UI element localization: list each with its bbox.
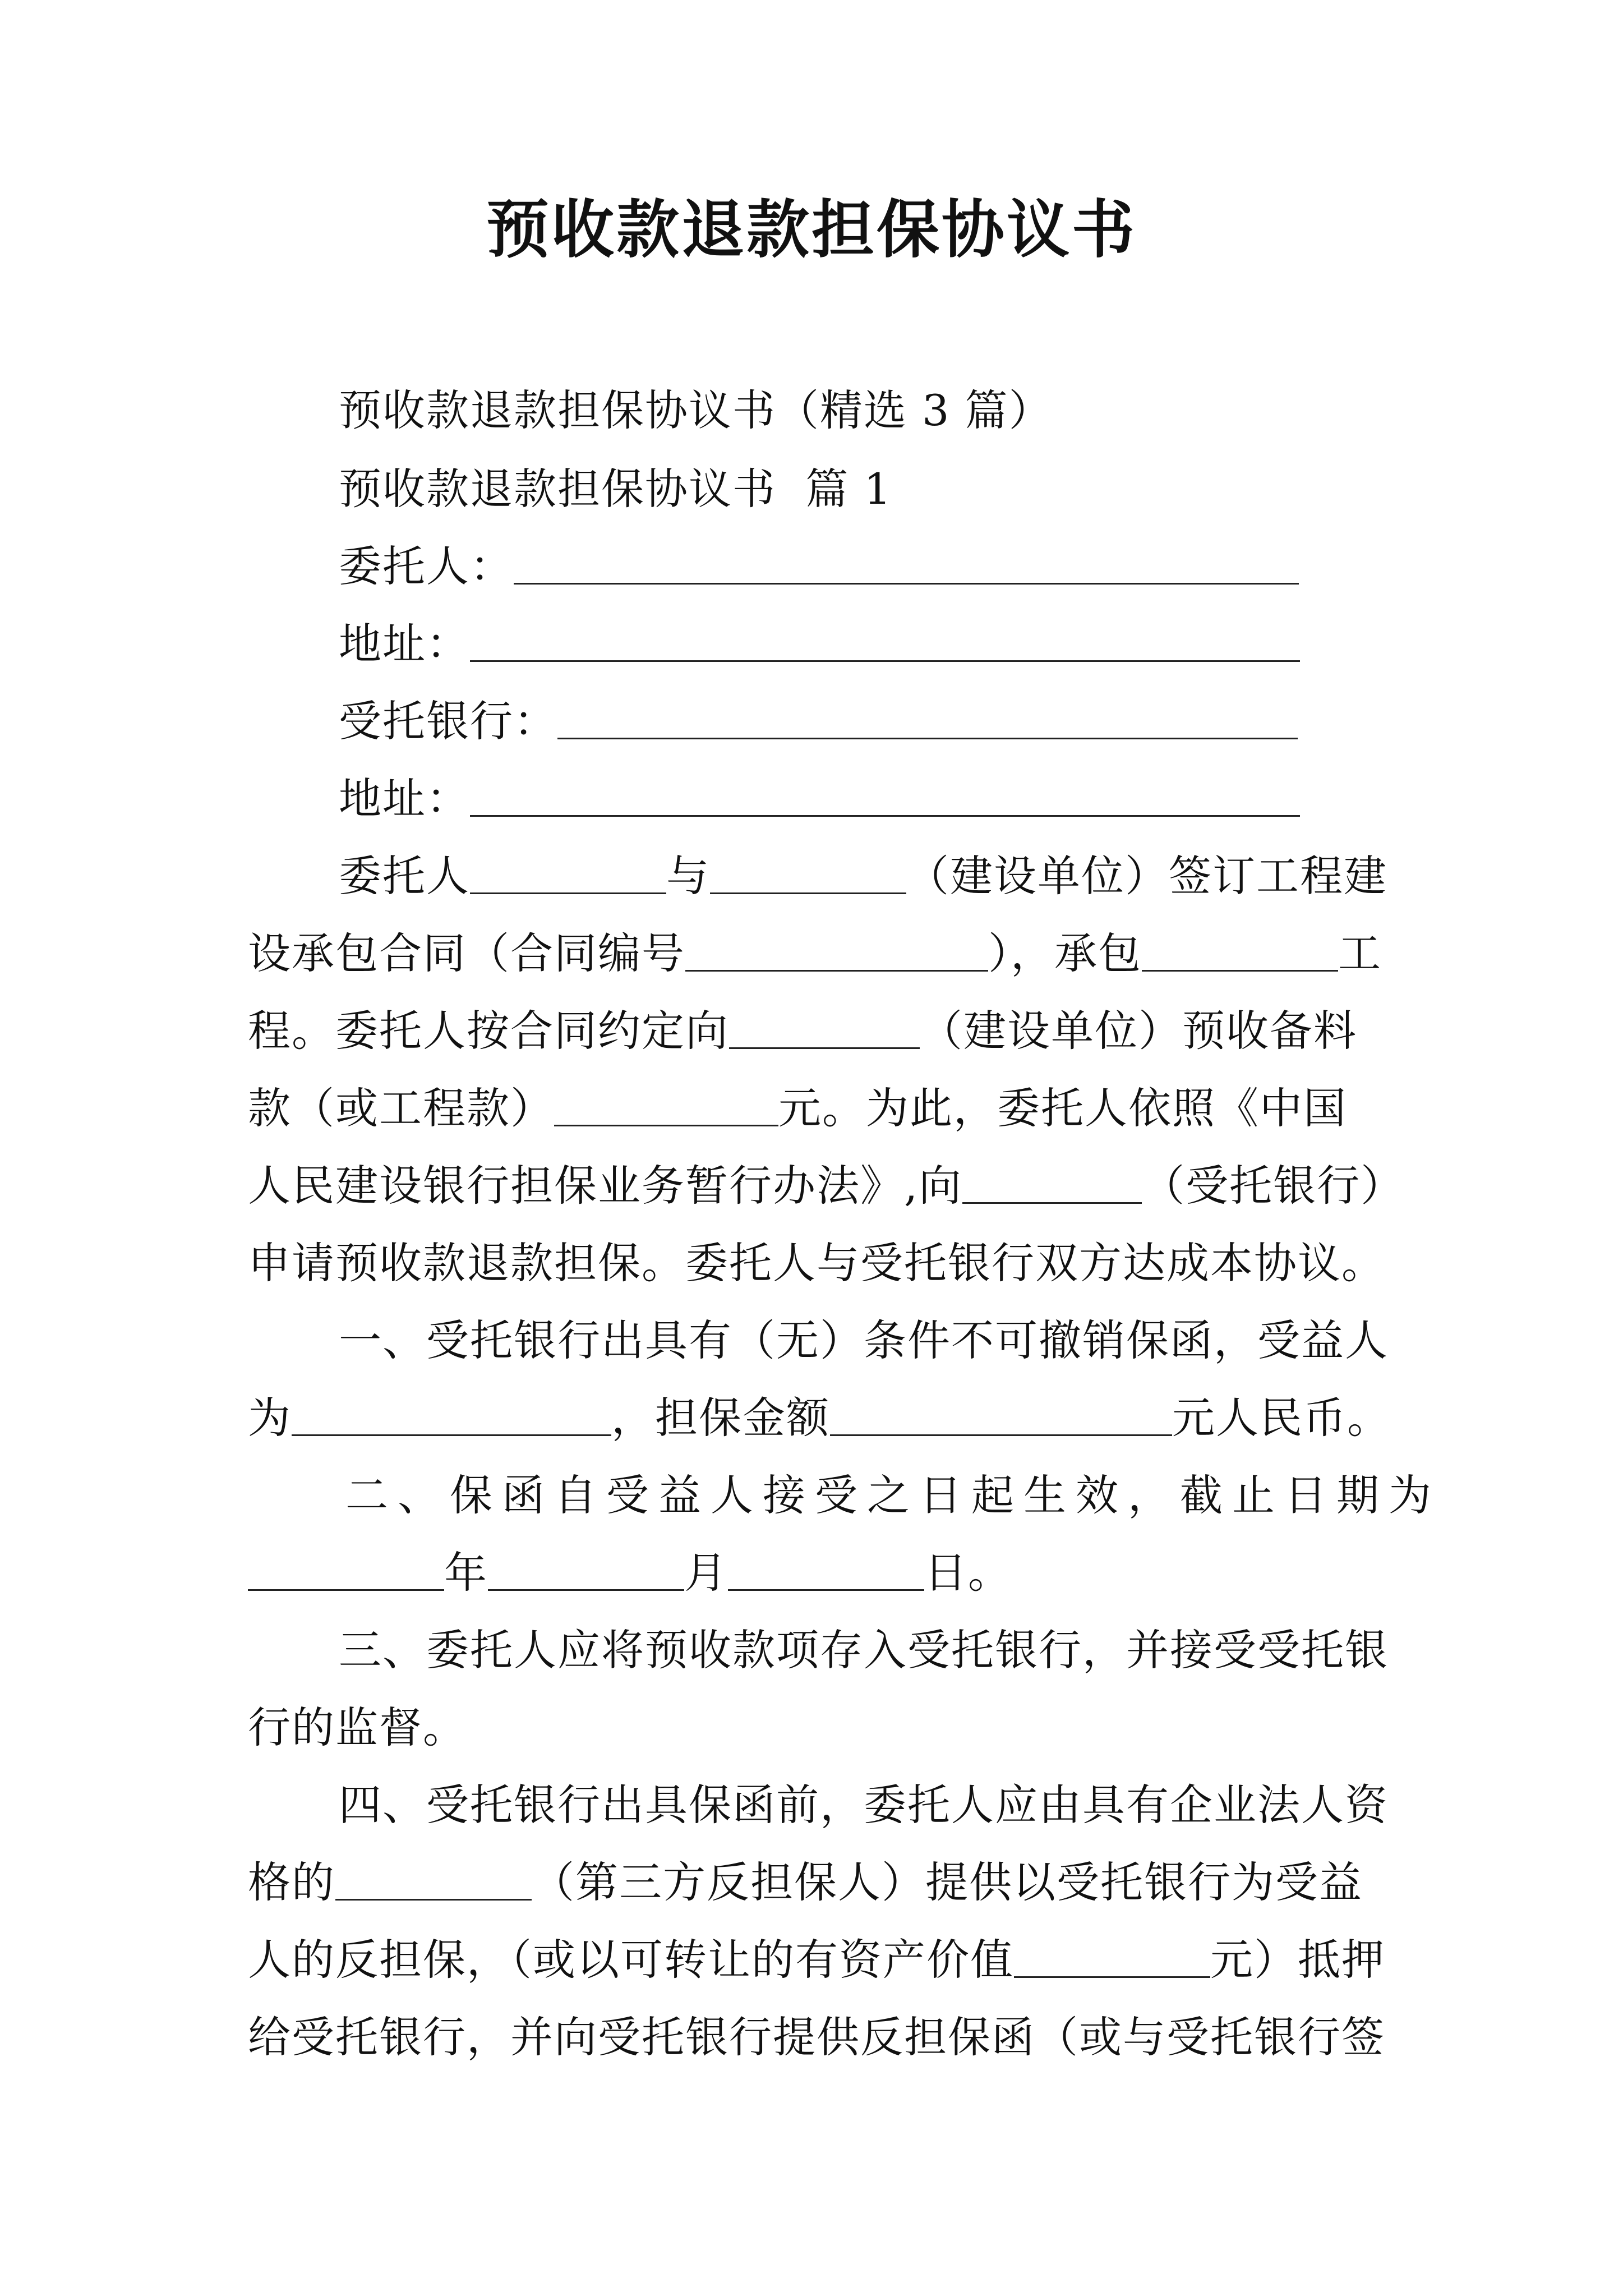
text: （建设单位）签订工程建 bbox=[906, 851, 1387, 901]
text: 委托人 bbox=[339, 851, 470, 901]
party-blank[interactable] bbox=[470, 852, 666, 894]
principal-field bbox=[339, 539, 1299, 595]
text: 元人民币。 bbox=[1172, 1393, 1391, 1443]
text: 格的 bbox=[248, 1857, 335, 1907]
text: ），承包 bbox=[988, 928, 1142, 978]
day-blank[interactable] bbox=[728, 1549, 924, 1591]
text: （受托银行） bbox=[1142, 1161, 1405, 1211]
text: 与 bbox=[666, 851, 710, 901]
text: 工 bbox=[1338, 928, 1382, 978]
clause4-line4: 给受托银行，并向受托银行提供反担保函（或与受托银行签 bbox=[248, 2012, 1385, 2062]
third-party-blank[interactable] bbox=[335, 1858, 532, 1901]
clause2-line1: 二、保函自受益人接受之日起生效，截止日期为 bbox=[345, 1470, 1441, 1520]
builder-blank-2[interactable] bbox=[729, 1007, 920, 1049]
section-heading: 预收款退款担保协议书 篇 1 bbox=[339, 464, 892, 514]
text: 款（或工程款） bbox=[248, 1083, 554, 1133]
builder-blank[interactable] bbox=[710, 852, 906, 894]
clause4-line2 bbox=[248, 1855, 1363, 1911]
bank-name-blank[interactable] bbox=[962, 1162, 1142, 1204]
address-blank-1[interactable] bbox=[470, 620, 1300, 662]
subtitle: 预收款退款担保协议书（精选 3 篇） bbox=[339, 385, 1053, 435]
bank-field bbox=[339, 693, 1298, 749]
text: 月 bbox=[684, 1548, 728, 1598]
month-blank[interactable] bbox=[488, 1549, 684, 1591]
paragraph1-line1 bbox=[339, 848, 1387, 904]
clause3-line1: 三、委托人应将预收款项存入受托银行，并接受受托银 bbox=[339, 1625, 1389, 1675]
project-blank[interactable] bbox=[1142, 930, 1338, 972]
address-blank-2[interactable] bbox=[470, 775, 1300, 817]
clause1-line1: 一、受托银行出具有（无）条件不可撤销保函，受益人 bbox=[339, 1315, 1389, 1365]
clause4-line1: 四、受托银行出具保函前，委托人应由具有企业法人资 bbox=[339, 1780, 1389, 1830]
bank-blank[interactable] bbox=[557, 697, 1298, 739]
contract-number-blank[interactable] bbox=[685, 930, 988, 972]
text: （第三方反担保人）提供以受托银行为受益 bbox=[532, 1857, 1363, 1907]
asset-value-blank[interactable] bbox=[1014, 1936, 1210, 1978]
text: 程。委托人按合同约定向 bbox=[248, 1006, 729, 1056]
amount-blank[interactable] bbox=[554, 1084, 778, 1126]
text: 元）抵押 bbox=[1210, 1935, 1385, 1985]
year-blank[interactable] bbox=[248, 1549, 444, 1591]
text: 人民建设银行担保业务暂行办法》,向 bbox=[248, 1161, 963, 1211]
text: 为 bbox=[248, 1393, 292, 1443]
paragraph1-line6: 申请预收款退款担保。委托人与受托银行双方达成本协议。 bbox=[248, 1238, 1385, 1288]
text: （建设单位）预收备料 bbox=[920, 1006, 1357, 1056]
paragraph1-line3 bbox=[248, 1003, 1357, 1059]
paragraph1-line2 bbox=[248, 926, 1382, 982]
paragraph1-line5 bbox=[248, 1158, 1404, 1214]
text: 设承包合同（合同编号 bbox=[248, 928, 685, 978]
text: 人的反担保，（或以可转让的有资产价值 bbox=[248, 1935, 1014, 1985]
clause2-line2 bbox=[248, 1545, 1012, 1601]
text: 元。为此，委托人依照《中国 bbox=[778, 1083, 1347, 1133]
paragraph1-line4 bbox=[248, 1080, 1347, 1137]
text: 年 bbox=[444, 1548, 488, 1598]
address-label-1: 地址： bbox=[339, 619, 470, 669]
clause4-line3 bbox=[248, 1932, 1385, 1988]
bank-label: 受托银行： bbox=[339, 696, 557, 746]
principal-label: 委托人： bbox=[339, 541, 514, 591]
text: 日。 bbox=[924, 1548, 1012, 1598]
address-field-2 bbox=[339, 771, 1300, 827]
clause1-line2 bbox=[248, 1390, 1391, 1446]
text: ，担保金额 bbox=[611, 1393, 830, 1443]
guarantee-amount-blank[interactable] bbox=[830, 1394, 1172, 1436]
document-title: 预收款退款担保协议书 bbox=[486, 193, 1137, 266]
address-label-2: 地址： bbox=[339, 774, 470, 823]
principal-blank[interactable] bbox=[514, 542, 1299, 585]
address-field-1 bbox=[339, 616, 1300, 672]
clause3-line2: 行的监督。 bbox=[248, 1703, 467, 1752]
beneficiary-blank[interactable] bbox=[292, 1394, 611, 1436]
